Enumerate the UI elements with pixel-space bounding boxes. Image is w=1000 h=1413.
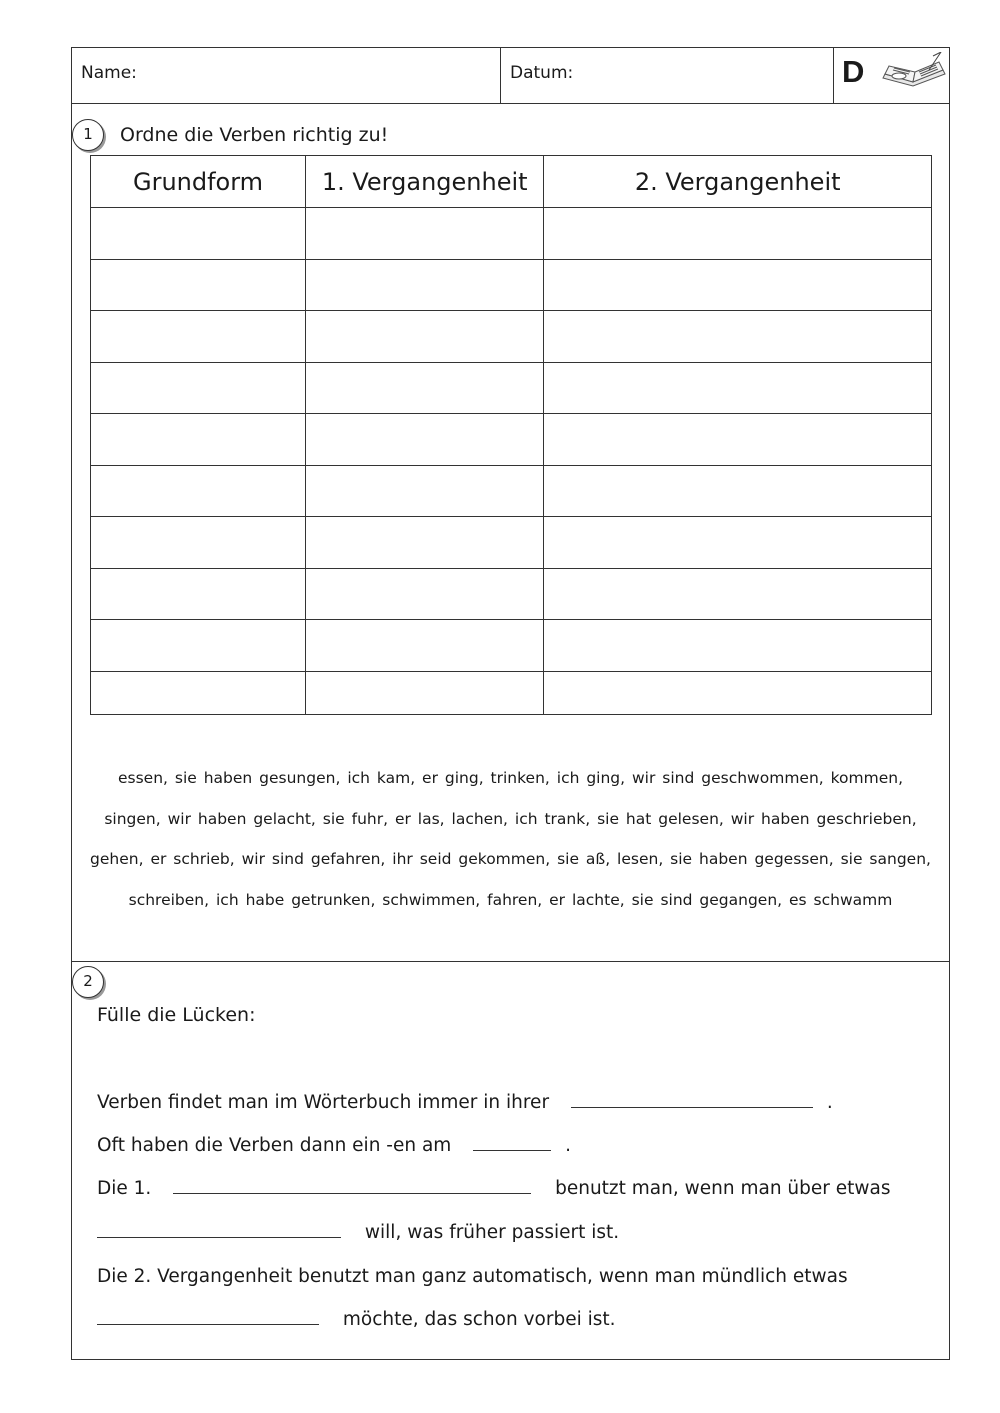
date-cell[interactable] <box>501 48 834 103</box>
verb-table-row <box>91 568 932 620</box>
fill-text: Oft haben die Verben dann ein -en am <box>97 1135 452 1156</box>
fill-line-5 <box>97 1266 848 1287</box>
fill-text: möchte, das schon vorbei ist. <box>342 1309 616 1330</box>
verb-table-row <box>91 671 932 714</box>
fill-line-3 <box>97 1178 891 1199</box>
verb-answer-cell[interactable] <box>306 671 544 714</box>
verb-answer-cell[interactable] <box>91 671 306 714</box>
verb-answer-cell[interactable] <box>306 414 544 466</box>
worksheet <box>71 47 950 1360</box>
verb-answer-cell[interactable] <box>91 414 306 466</box>
verb-answer-cell[interactable] <box>544 465 932 517</box>
verb-answer-cell[interactable] <box>91 208 306 260</box>
fill-punctuation: . <box>565 1135 571 1156</box>
col-header-vergangenheit-1: 1. Vergangenheit <box>306 156 544 208</box>
verb-table-row <box>91 517 932 569</box>
word-bank <box>72 758 949 920</box>
fill-line-2 <box>97 1135 571 1156</box>
blank-ende[interactable] <box>473 1136 551 1151</box>
fill-text: Die 2. Vergangenheit benutzt man ganz automatisch, wenn man mündlich etwas <box>97 1266 848 1287</box>
verb-answer-cell[interactable] <box>544 259 932 311</box>
fill-text: will, was früher passiert ist. <box>364 1222 620 1243</box>
fill-line-6 <box>97 1309 616 1330</box>
verb-answer-cell[interactable] <box>91 259 306 311</box>
open-book-icon <box>879 52 949 100</box>
verb-answer-cell[interactable] <box>306 465 544 517</box>
fill-text: benutzt man, wenn man über etwas <box>555 1178 891 1199</box>
col-header-vergangenheit-2: 2. Vergangenheit <box>544 156 932 208</box>
blank-vergangenheit-1[interactable] <box>173 1179 531 1194</box>
fill-text: Verben findet man im Wörterbuch immer in ihrer <box>97 1092 550 1113</box>
subject-letter: D <box>842 54 865 89</box>
verb-answer-cell[interactable] <box>91 517 306 569</box>
verb-answer-cell[interactable] <box>306 568 544 620</box>
verb-answer-cell[interactable] <box>306 620 544 672</box>
verb-table-row <box>91 259 932 311</box>
verb-answer-cell[interactable] <box>91 311 306 363</box>
word-bank-line: gehen, er schrieb, wir sind gefahren, ihr seid gekommen, sie aß, lesen, sie haben gegessen, sie sangen, <box>90 850 931 868</box>
verb-answer-cell[interactable] <box>544 362 932 414</box>
section-divider <box>72 961 949 962</box>
verb-table-row <box>91 362 932 414</box>
fill-line-4 <box>97 1222 619 1243</box>
word-bank-line: essen, sie haben gesungen, ich kam, er ging, trinken, ich ging, wir sind geschwommen, kommen, <box>117 769 904 787</box>
fill-text: Die 1. <box>97 1178 152 1199</box>
verb-table-row <box>91 414 932 466</box>
verb-answer-cell[interactable] <box>544 208 932 260</box>
verb-answer-cell[interactable] <box>91 465 306 517</box>
task2-title: Fülle die Lücken: <box>97 1004 256 1026</box>
verb-answer-cell[interactable] <box>544 311 932 363</box>
col-header-grundform: Grundform <box>91 156 306 208</box>
verb-table <box>90 155 932 715</box>
blank-erzaehlen[interactable] <box>97 1223 341 1238</box>
name-label: Name: <box>81 63 137 83</box>
verb-answer-cell[interactable] <box>544 517 932 569</box>
verb-answer-cell[interactable] <box>544 620 932 672</box>
word-bank-line: schreiben, ich habe getrunken, schwimmen, fahren, er lachte, sie sind gegangen, es schwamm <box>128 890 893 909</box>
verb-answer-cell[interactable] <box>306 362 544 414</box>
fill-punctuation: . <box>826 1092 833 1113</box>
name-cell[interactable] <box>72 48 501 103</box>
blank-grundform[interactable] <box>571 1093 813 1108</box>
fill-line-1 <box>97 1092 833 1113</box>
verb-answer-cell[interactable] <box>306 311 544 363</box>
date-label: Datum: <box>510 63 574 83</box>
verb-table-row <box>91 465 932 517</box>
verb-answer-cell[interactable] <box>544 568 932 620</box>
task-number-1: 1 <box>72 119 104 151</box>
task-number-2: 2 <box>72 966 104 998</box>
verb-answer-cell[interactable] <box>91 362 306 414</box>
verb-answer-cell[interactable] <box>544 414 932 466</box>
header-row <box>72 48 949 104</box>
subject-cell <box>834 48 951 103</box>
verb-table-row <box>91 311 932 363</box>
verb-answer-cell[interactable] <box>306 259 544 311</box>
verb-answer-cell[interactable] <box>91 568 306 620</box>
task1-title: Ordne die Verben richtig zu! <box>120 124 389 146</box>
verb-table-row <box>91 208 932 260</box>
word-bank-line: singen, wir haben gelacht, sie fuhr, er las, lachen, ich trank, sie hat gelesen, wir haben geschrieben, <box>104 809 917 828</box>
verb-answer-cell[interactable] <box>306 517 544 569</box>
verb-answer-cell[interactable] <box>91 620 306 672</box>
verb-answer-cell[interactable] <box>306 208 544 260</box>
verb-answer-cell[interactable] <box>544 671 932 714</box>
verb-table-row <box>91 620 932 672</box>
blank-berichten[interactable] <box>97 1310 319 1325</box>
